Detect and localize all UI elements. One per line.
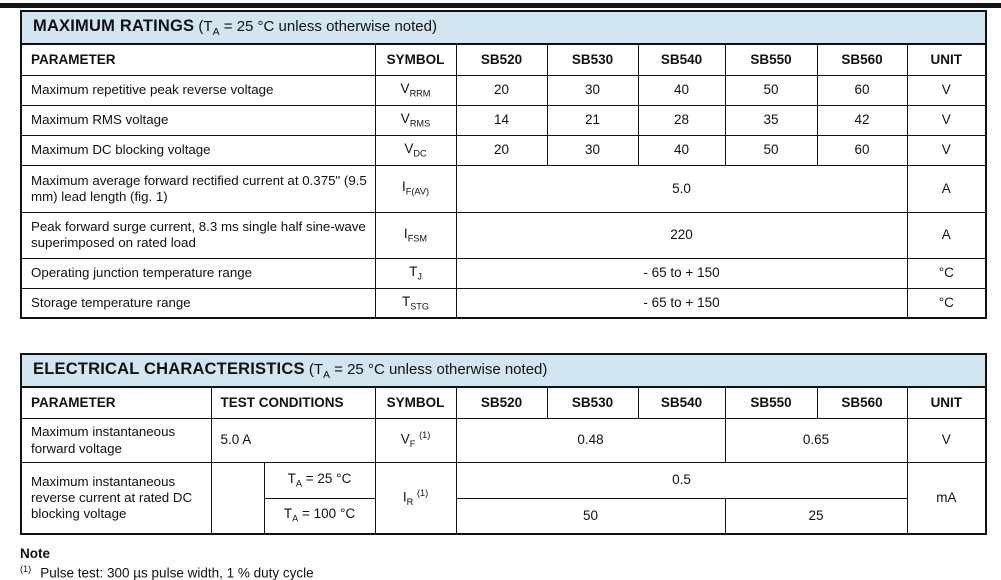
value-cell: 40: [638, 75, 725, 105]
unit-cell: V: [907, 419, 986, 463]
condition-sub: A: [292, 514, 299, 525]
section-title: MAXIMUM RATINGS: [33, 17, 195, 35]
electrical-characteristics-table: [20, 353, 987, 534]
col-header-test-conditions: TEST CONDITIONS: [211, 387, 375, 419]
merged-value-cell-low: 0.48: [456, 419, 725, 463]
value-cell: 21: [547, 105, 638, 135]
note-block: [20, 546, 985, 580]
value-cell: 60: [817, 135, 907, 165]
col-header-unit: UNIT: [907, 44, 986, 76]
table-header-row: [21, 44, 986, 76]
datasheet-content: [20, 10, 985, 580]
unit-cell: A: [907, 212, 986, 258]
col-header-symbol: SYMBOL: [375, 387, 456, 419]
symbol-cell: [375, 258, 456, 288]
note-text: Pulse test: 300 µs pulse width, 1 % duty cycle: [40, 565, 314, 580]
value-cell: 20: [456, 75, 547, 105]
table-row: [21, 105, 986, 135]
unit-cell: °C: [907, 258, 986, 288]
col-header-sb530: SB530: [547, 44, 638, 76]
test-condition-cell-100c: [264, 499, 375, 534]
value-cell: 50: [725, 135, 817, 165]
symbol-sub: RMS: [409, 118, 431, 129]
col-header-parameter: PARAMETER: [21, 387, 211, 419]
symbol-main: V: [400, 80, 410, 96]
merged-value-cell: 5.0: [456, 165, 907, 212]
symbol-sub: F(AV): [405, 187, 430, 198]
note-reference: (1): [20, 563, 32, 574]
merged-value-cell: 220: [456, 212, 907, 258]
table-row: [21, 419, 986, 463]
col-header-sb550: SB550: [725, 44, 817, 76]
value-cell: 30: [547, 135, 638, 165]
symbol-sub: F: [409, 439, 416, 450]
symbol-main: V: [404, 140, 414, 156]
note-line: [20, 564, 985, 580]
value-cell: 14: [456, 105, 547, 135]
col-header-sb550: SB550: [725, 387, 817, 419]
condition-sub: A: [295, 478, 303, 489]
symbol-main: V: [400, 431, 410, 447]
table-header-row: [21, 387, 986, 419]
value-cell: 60: [817, 75, 907, 105]
parameter-cell: Storage temperature range: [21, 288, 375, 318]
symbol-main: T: [401, 293, 411, 309]
section-title: ELECTRICAL CHARACTERISTICS: [33, 360, 305, 379]
col-header-symbol: SYMBOL: [375, 44, 456, 76]
table-row: [21, 212, 986, 258]
symbol-sub: R: [406, 496, 414, 507]
table-row: [21, 165, 986, 212]
symbol-sub: STG: [410, 301, 430, 312]
parameter-cell: Maximum instantaneous reverse current at rated DC blocking voltage: [21, 463, 211, 534]
parameter-cell: Operating junction temperature range: [21, 258, 375, 288]
condition-main: T: [283, 506, 293, 522]
unit-cell: A: [907, 165, 986, 212]
symbol-cell: [375, 419, 456, 463]
symbol-cell: [375, 463, 456, 534]
col-header-sb520: SB520: [456, 44, 547, 76]
col-header-sb540: SB540: [638, 387, 725, 419]
unit-cell: V: [907, 105, 986, 135]
parameter-cell: Maximum DC blocking voltage: [21, 135, 375, 165]
col-header-sb560: SB560: [817, 387, 907, 419]
symbol-cell: [375, 165, 456, 212]
condition-rest: = 100 °C: [298, 506, 356, 522]
table-row: [21, 354, 986, 387]
table-row: [21, 75, 986, 105]
symbol-cell: [375, 75, 456, 105]
parameter-cell: Maximum average forward rectified current at 0.375" (9.5 mm) lead length (fig. 1): [21, 165, 375, 212]
symbol-sub: RRM: [409, 88, 431, 99]
merged-value-cell-100c-low: 50: [456, 499, 725, 534]
symbol-main: I: [403, 225, 408, 241]
unit-cell: V: [907, 135, 986, 165]
page-top-rule: [0, 3, 1001, 8]
section-title-condition: ($T_A = 25$ °C unless otherwise noted): [194, 18, 437, 38]
col-header-parameter: PARAMETER: [21, 44, 375, 76]
symbol-sub: J: [417, 271, 422, 282]
unit-cell: V: [907, 75, 986, 105]
note-reference: (1): [419, 430, 431, 441]
merged-value-cell-100c-high: 25: [725, 499, 907, 534]
table-row: [21, 463, 986, 499]
test-condition-cell-25c: [264, 463, 375, 499]
note-heading: Note: [20, 545, 50, 561]
symbol-main: I: [401, 179, 406, 195]
col-header-sb560: SB560: [817, 44, 907, 76]
max-ratings-title: [21, 11, 986, 44]
condition-main: T: [287, 471, 296, 487]
symbol-sub: FSM: [407, 233, 428, 244]
value-cell: 20: [456, 135, 547, 165]
test-condition-spacer-cell: [211, 463, 264, 534]
note-reference: (1): [416, 487, 429, 498]
section-title-condition: ($T_A = 25$ °C unless otherwise noted): [304, 361, 548, 382]
value-cell: 30: [547, 75, 638, 105]
merged-value-cell-25c: 0.5: [456, 463, 907, 499]
parameter-cell: Peak forward surge current, 8.3 ms single half sine-wave superimposed on rated load: [21, 212, 375, 258]
table-row: [21, 135, 986, 165]
table-row: [21, 11, 986, 44]
value-cell: 35: [725, 105, 817, 135]
symbol-cell: [375, 105, 456, 135]
value-cell: 50: [725, 75, 817, 105]
symbol-main: V: [400, 110, 410, 126]
table-row: [21, 258, 986, 288]
parameter-cell: Maximum repetitive peak reverse voltage: [21, 75, 375, 105]
parameter-cell: Maximum instantaneous forward voltage: [21, 419, 211, 463]
unit-cell: mA: [907, 463, 986, 534]
value-cell: 42: [817, 105, 907, 135]
unit-cell: °C: [907, 288, 986, 318]
merged-value-cell: - 65 to + 150: [456, 258, 907, 288]
value-cell: 40: [638, 135, 725, 165]
condition-rest: = 25 °C: [302, 471, 352, 487]
electrical-title: [21, 354, 986, 387]
symbol-cell: [375, 212, 456, 258]
value-cell: 28: [638, 105, 725, 135]
test-condition-cell: 5.0 A: [211, 419, 375, 463]
col-header-sb530: SB530: [547, 387, 638, 419]
table-row: [21, 288, 986, 318]
col-header-sb540: SB540: [638, 44, 725, 76]
symbol-sub: DC: [413, 148, 427, 159]
symbol-cell: [375, 135, 456, 165]
symbol-main: T: [409, 263, 418, 279]
symbol-cell: [375, 288, 456, 318]
col-header-unit: UNIT: [907, 387, 986, 419]
maximum-ratings-table: [20, 10, 987, 319]
col-header-sb520: SB520: [456, 387, 547, 419]
symbol-main: I: [402, 489, 407, 505]
merged-value-cell-high: 0.65: [725, 419, 907, 463]
merged-value-cell: - 65 to + 150: [456, 288, 907, 318]
parameter-cell: Maximum RMS voltage: [21, 105, 375, 135]
